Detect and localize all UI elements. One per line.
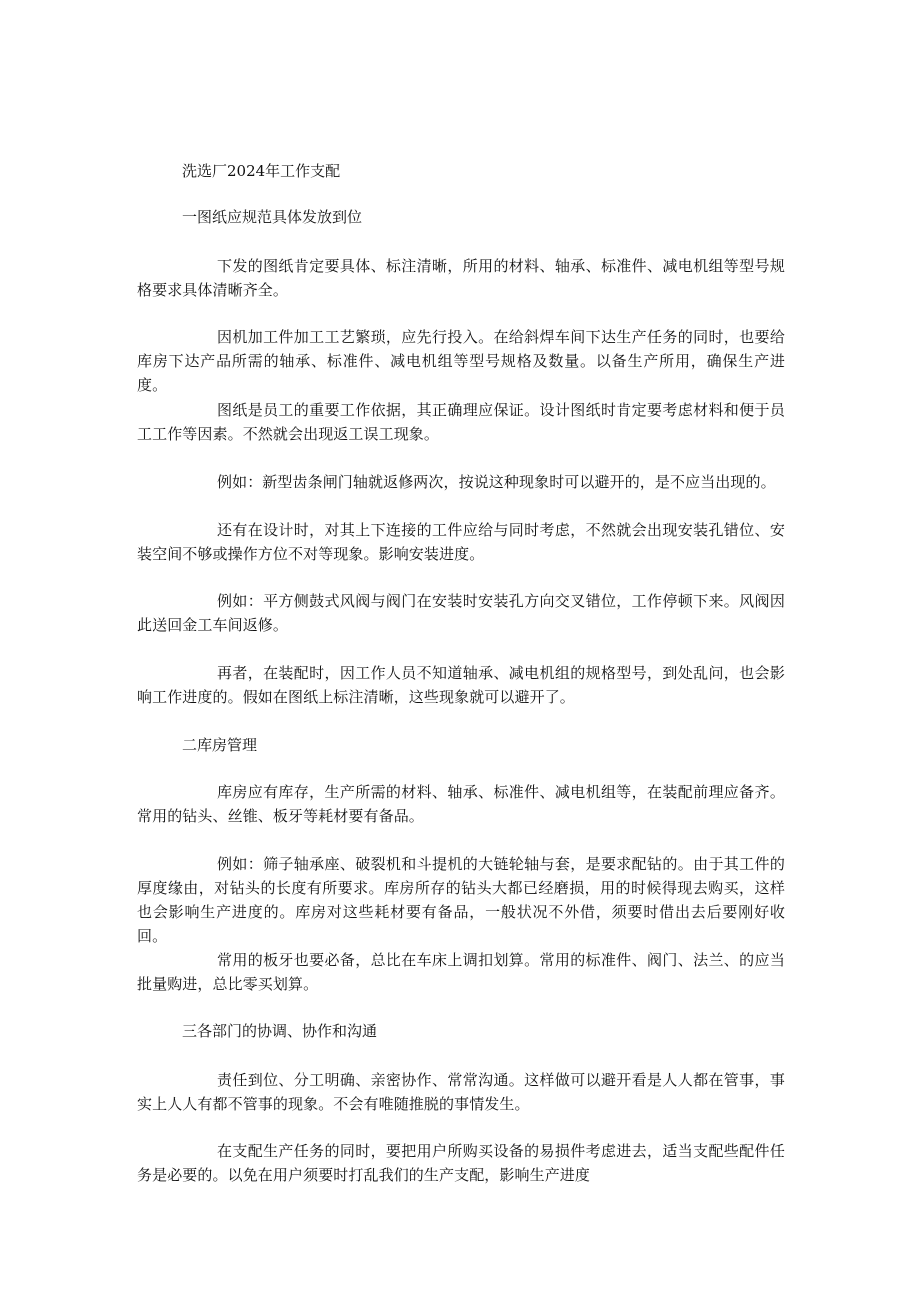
paragraph: 常用的板牙也要必备，总比在车床上调扣划算。常用的标准件、阀门、法兰、的应当批量购进，总比零买划算。 [137,951,785,993]
paragraph: 图纸是员工的重要工作依据，其正确理应保证。设计图纸时肯定要考虑材料和便于员工工作等因素。不然就会出现返工误工现象。 [137,401,785,443]
paragraph: 因机加工件加工工艺繁琐，应先行投入。在给斜焊车间下达生产任务的同时，也要给库房下达产品所需的轴承、标准件、减电机组等型号规格及数量。以备生产所用，确保生产进度。 [137,328,785,394]
paragraph: 下发的图纸肯定要具体、标注清晰，所用的材料、轴承、标准件、减电机组等型号规格要求具体清晰齐全。 [137,257,785,299]
paragraph: 例如：新型齿条闸门轴就返修两次，按说这种现象时可以避开的，是不应当出现的。 [217,473,776,491]
paragraph: 在支配生产任务的同时，要把用户所购买设备的易损件考虑进去，适当支配些配件任务是必要的。以免在用户须要时打乱我们的生产支配，影响生产进度 [137,1142,785,1184]
paragraph: 库房应有库存，生产所需的材料、轴承、标准件、减电机组等，在装配前理应备齐。常用的钻头、丝锥、板牙等耗材要有备品。 [137,783,785,825]
paragraph: 例如：筛子轴承座、破裂机和斗提机的大链轮轴与套，是要求配钻的。由于其工件的厚度缘由，对钻头的长度有所要求。库房所存的钻头大都已经磨损，用的时候得现去购买，这样也会影响生产进度的。库房对这些耗材要有备品，一般状况不外借，须要时借出去后要刚好收回。 [137,855,785,945]
paragraph: 例如：平方侧鼓式风阀与阀门在安装时安装孔方向交叉错位，工作停顿下来。风阀因此送回金工车间返修。 [137,592,785,634]
paragraph: 还有在设计时，对其上下连接的工件应给与同时考虑，不然就会出现安装孔错位、安装空间不够或操作方位不对等现象。影响安装进度。 [137,521,785,563]
paragraph: 责任到位、分工明确、亲密协作、常常沟通。这样做可以避开看是人人都在管事，事实上人人有都不管事的现象。不会有唯随推脱的事情发生。 [137,1071,785,1113]
section-heading-2: 二库房管理 [182,736,258,754]
section-heading-1: 一图纸应规范具体发放到位 [182,208,363,226]
section-heading-3: 三各部门的协调、协作和沟通 [182,1022,378,1040]
paragraph: 再者，在装配时，因工作人员不知道轴承、减电机组的规格型号，到处乱问，也会影响工作进度的。假如在图纸上标注清晰，这些现象就可以避开了。 [137,664,785,706]
document-title: 洗选厂2024年工作支配 [182,162,341,180]
